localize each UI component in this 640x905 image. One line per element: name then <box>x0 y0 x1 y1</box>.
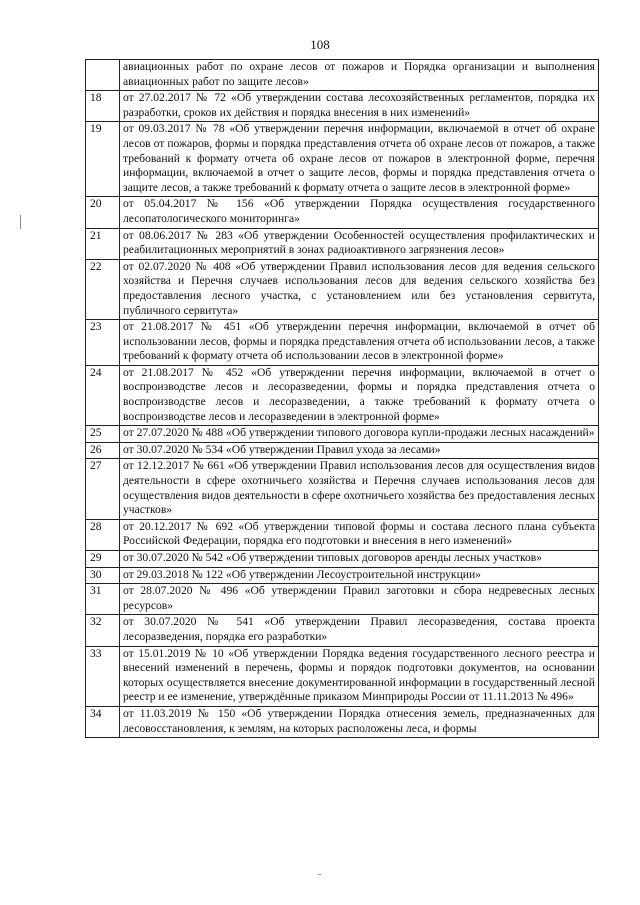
table-row <box>86 320 599 366</box>
row-number: 28 <box>86 519 120 550</box>
row-text: от 05.04.2017 № 156 «Об утверждении Порядка осуществления государственного лесопатологического мониторинга» <box>120 197 599 228</box>
row-text: от 11.03.2019 № 150 «Об утверждении Порядка отнесения земель, предназначенных для лесовосстановления, к землям, на которых расположены леса, и формы <box>120 706 599 737</box>
bottom-mark <box>318 874 321 875</box>
table-row <box>86 567 599 584</box>
row-number: 30 <box>86 567 120 584</box>
row-text: от 08.06.2017 № 283 «Об утверждении Особенностей осуществления профилактических и реабилитационных мероприятий в зонах радиоактивного загрязнения лесов» <box>120 228 599 259</box>
table-row <box>86 259 599 319</box>
table-row <box>86 551 599 568</box>
table-row <box>86 365 599 425</box>
row-text: от 30.07.2020 № 534 «Об утверждении Правил ухода за лесами» <box>120 442 599 459</box>
table-row <box>86 646 599 706</box>
table-row <box>86 442 599 459</box>
table-row <box>86 519 599 550</box>
table-row <box>86 706 599 737</box>
margin-mark <box>20 215 21 229</box>
row-text: от 12.12.2017 № 661 «Об утверждении Правил использования лесов для осуществления видов деятельности в сфере охотничьего хозяйства и Перечня случаев использования лесов для осуществления видов деятельности в сфере охотничьего хозяйства без предоставления лесных участков» <box>120 459 599 519</box>
row-number: 21 <box>86 228 120 259</box>
table-row <box>86 459 599 519</box>
table-row <box>86 60 599 91</box>
row-text: от 27.02.2017 № 72 «Об утверждении состава лесохозяйственных регламентов, порядка их разработки, сроков их действия и порядка внесения в них изменений» <box>120 91 599 122</box>
table-row <box>86 197 599 228</box>
row-number: 27 <box>86 459 120 519</box>
row-text: от 27.07.2020 № 488 «Об утверждении типового договора купли-продажи лесных насаждений» <box>120 426 599 443</box>
row-text: от 30.07.2020 № 542 «Об утверждении типовых договоров аренды лесных участков» <box>120 551 599 568</box>
row-number: 18 <box>86 91 120 122</box>
row-number: 29 <box>86 551 120 568</box>
row-text: от 15.01.2019 № 10 «Об утверждении Порядка ведения государственного лесного реестра и внесений изменений в перечень, формы и порядок подготовки документов, на основании которых осуществляется внесение документированной информации в государственный лесной реестр и ее изменение, утверждённые приказом Минприроды России от 11.11.2013 № 496» <box>120 646 599 706</box>
row-text: от 20.12.2017 № 692 «Об утверждении типовой формы и состава лесного плана субъекта Российской Федерации, порядка его подготовки и внесения в него изменений» <box>120 519 599 550</box>
row-number <box>86 60 120 91</box>
row-number: 34 <box>86 706 120 737</box>
row-number: 33 <box>86 646 120 706</box>
row-text: авиационных работ по охране лесов от пожаров и Порядка организации и выполнения авиационных работ по защите лесов» <box>120 60 599 91</box>
row-number: 32 <box>86 615 120 646</box>
table-row <box>86 615 599 646</box>
row-number: 20 <box>86 197 120 228</box>
page-number: 108 <box>310 37 330 52</box>
row-text: от 30.07.2020 № 541 «Об утверждении Правил лесоразведения, состава проекта лесоразведения, порядка его разработки» <box>120 615 599 646</box>
row-text: от 02.07.2020 № 408 «Об утверждении Правил использования лесов для ведения сельского хозяйства и Перечня случаев использования лесов для ведения сельского хозяйства без предоставления лесного участка, с установлением или без установления сервитута, публичного сервитута» <box>120 259 599 319</box>
regulations-table-body <box>86 60 599 738</box>
row-text: от 21.08.2017 № 452 «Об утверждении перечня информации, включаемой в отчет о воспроизводстве лесов и лесоразведении, формы и порядка представления отчета о воспроизводстве лесов и лесоразведении, а также требований к формату отчета о воспроизводстве лесов и лесоразведении в электронной форме» <box>120 365 599 425</box>
row-number: 24 <box>86 365 120 425</box>
row-text: от 21.08.2017 № 451 «Об утверждении перечня информации, включаемой в отчет об использовании лесов, формы и порядка представления отчета об использовании лесов, а также требований к формату отчета об использовании лесов в электронной форме» <box>120 320 599 366</box>
row-number: 31 <box>86 584 120 615</box>
row-number: 26 <box>86 442 120 459</box>
row-text: от 09.03.2017 № 78 «Об утверждении перечня информации, включаемой в отчет об охране лесов от пожаров, формы и порядка представления отчета об охране лесов от пожаров, а также требований к формату отчета об охране лесов от пожаров в электронной форме, перечня информации, включаемой в отчет о защите лесов, формы и порядка представления отчета о защите лесов, а также требований к формату отчета о защите лесов в электронной форме» <box>120 122 599 197</box>
row-number: 22 <box>86 259 120 319</box>
table-row <box>86 91 599 122</box>
table-row <box>86 584 599 615</box>
row-text: от 28.07.2020 № 496 «Об утверждении Правил заготовки и сбора недревесных лесных ресурсов» <box>120 584 599 615</box>
table-row <box>86 228 599 259</box>
row-number: 19 <box>86 122 120 197</box>
row-number: 23 <box>86 320 120 366</box>
regulations-table <box>85 59 599 738</box>
table-row <box>86 122 599 197</box>
row-text: от 29.03.2018 № 122 «Об утверждении Лесоустроительной инструкции» <box>120 567 599 584</box>
table-row <box>86 426 599 443</box>
row-number: 25 <box>86 426 120 443</box>
